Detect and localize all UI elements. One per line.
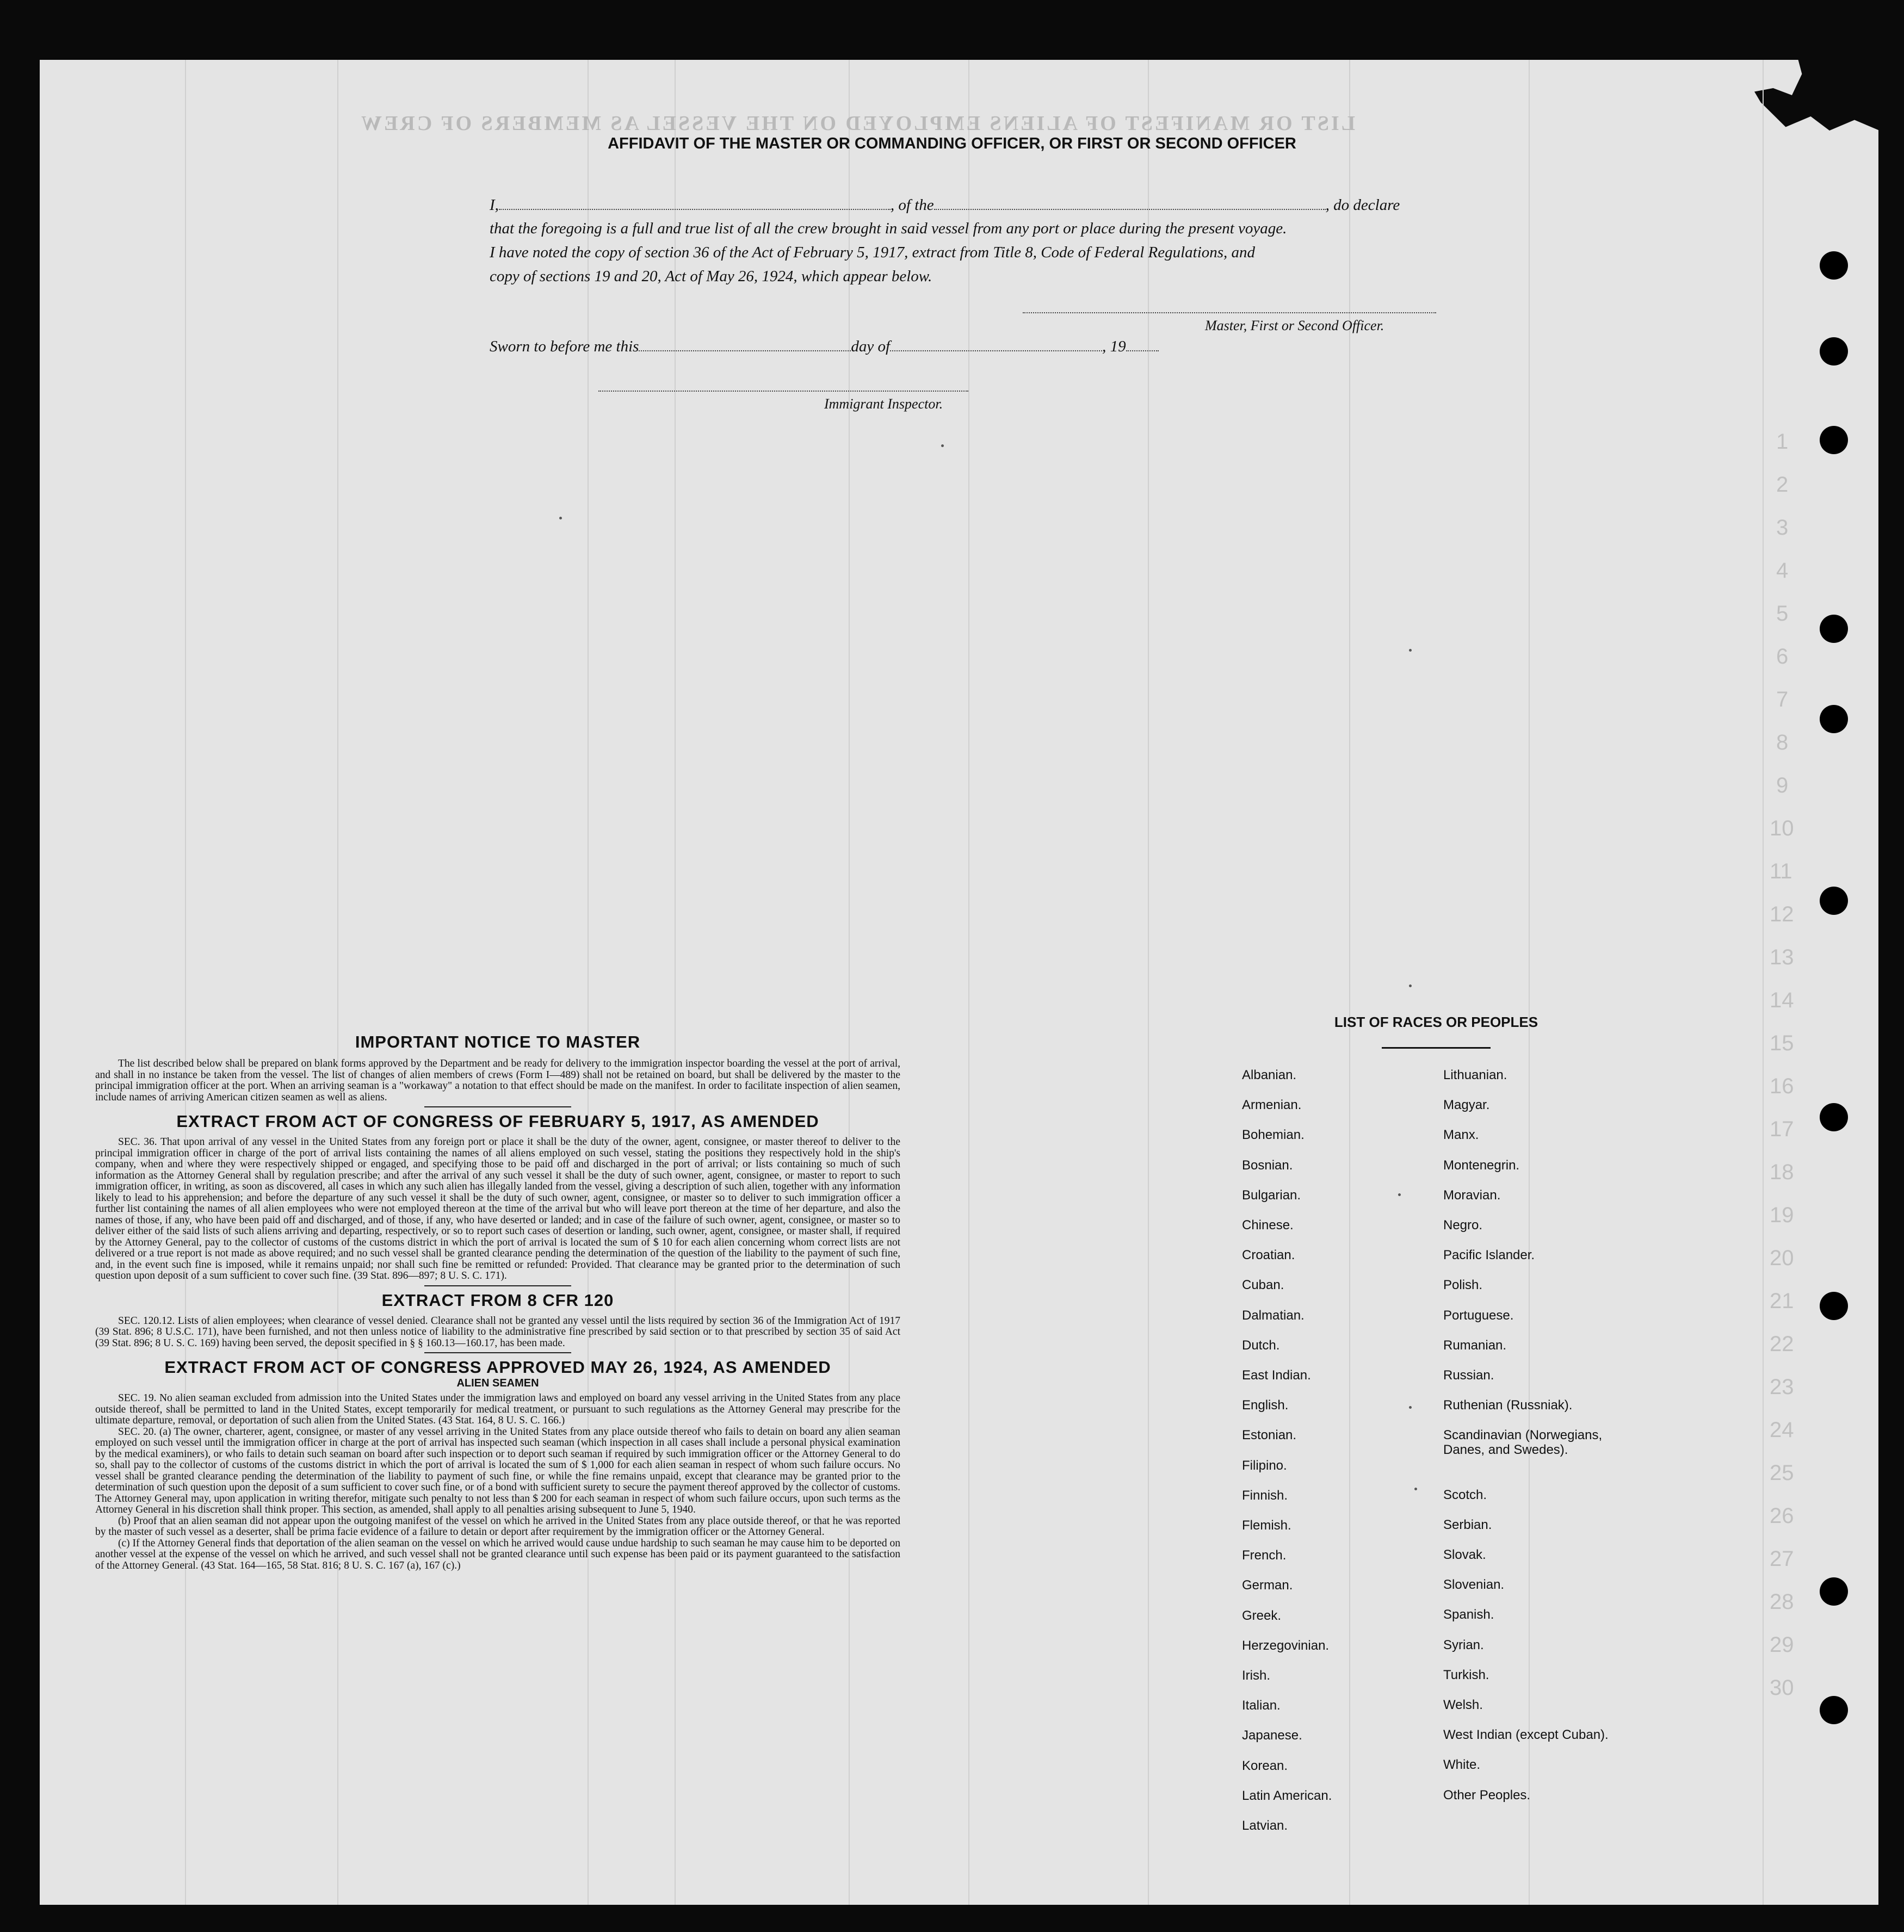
race-right-3: Montenegrin. [1443,1157,1520,1173]
ink-speck [1409,984,1412,987]
sworn-month-blank[interactable] [890,337,1102,351]
binder-hole [1820,337,1848,366]
bleed-row-number: 17 [1770,1117,1794,1141]
race-right-8: Portuguese. [1443,1308,1514,1323]
extract-1917-title: EXTRACT FROM ACT OF CONGRESS OF FEBRUARY 5, 1917, AS AMENDED [176,1112,819,1131]
sec-20a-text: SEC. 20. (a) The owner, charterer, agent, consignee, or master of any vessel arriving in the United States from any place outside thereof who fails to detain on board any alien seaman employed on such vessel until the immigration officer in charge at the port of arrival has inspected such seaman (which inspection in all cases shall include a personal physical examination by the medical examiners), or who fails to detain such seaman on board after such inspection or to deport such seaman if required by such immigration officer or the Attorney General to do so, shall pay to the collector of customs of the customs district in which the port of arrival is located the sum of $ 1,000 for each alien seaman in respect of whom such failure occurs. No vessel shall be granted clearance pending the determination of the liability to payment of such fine, or while the fine remains unpaid, except that clearance may be granted prior to the determination of such question upon the deposit of a sum sufficient to cover such fine, or of a bond with sufficient surety to secure the payment thereof approved by the collector of customs. The Attorney General may, upon application in writing therefor, mitigate such penalty to not less than $ 200 for each seaman in respect of whom such failure occurs, upon such terms as the Attorney General in his discretion shall think proper. This section, as amended, shall apply to all penalties arising subsequent to June 5, 1940. [95,1426,900,1515]
extract-1917-text: SEC. 36. That upon arrival of any vessel in the United States from any foreign port or place it shall be the duty of the owner, agent, consignee, or master thereof to deliver to the principal immigration officer in charge of the port of arrival lists containing the names of all aliens employed on such vessel, stating the positions they respectively hold in the ship's company, when and where they were respectively shipped or engaged, and specifying those to be paid off and discharged in the port of arrival; or lists containing so much of such information as the Attorney General shall by regulation prescribe; and after the arrival of any such vessel it shall be the duty of such owner, agent, consignee, or master to report to such immigration officer, in writing, as soon as discovered, all cases in which any such alien has illegally landed from the vessel, giving a description of such alien, together with any information likely to lead to his apprehension; and before the departure of any such vessel it shall be the duty of such owner, agent, consignee, or master so to deliver to such immigration officer a further list containing the names of all alien employees who were not employed thereon at the time of the arrival but who will leave port thereon at the time of her departure, and also the names of those, if any, who have been paid off and discharged, and of those, if any, who have deserted or landed; and in case of the failure of such owner, agent, consignee, or master so to deliver either of the said lists of such aliens arriving and departing, respectively, or so to report such cases of desertion or landing, such owner, agent, consignee, or master shall, if required by the Attorney General, pay to the collector of customs of the customs district in which the port of arrival is located the sum of $ 10 for each alien concerning whom correct lists are not delivered or a true report is not made as above required; and no such vessel shall be granted clearance pending the determination of the question of the liability to the payment of such fine, and, in the event such fine is imposed, while it remains unpaid; nor shall such fine be remitted or refunded: Provided. That clearance may be granted prior to the determination of such question upon deposit of a sum sufficient to cover such fine. (39 Stat. 896—897; 8 U. S. C. 171). [95,1136,900,1281]
bleed-through-header: LIST OR MANIFEST OF ALIENS EMPLOYED ON THE VESSEL AS MEMBERS OF CREW [359,112,1356,135]
extract-cfr-title: EXTRACT FROM 8 CFR 120 [381,1290,614,1310]
notice-text: The list described below shall be prepared on blank forms approved by the Department and be ready for delivery to the immigration inspector boarding the vessel at the port of arrival, and shall in no instance be taken from the vessel. The list of changes of alien members of crews (Form I—489) shall not be retained on board, but shall be delivered by the master to the principal immigration officer at the port. When an arriving seaman is a "workaway" a notation to that effect should be made on the manifest. In order to facilitate inspection of alien seamen, include names of arriving American citizen seamen as well as aliens. [95,1058,900,1103]
affidavit-of-label: , of the [890,196,934,214]
bleed-row-number: 19 [1770,1203,1794,1227]
bleed-column-line [1529,60,1530,1905]
extract-1924-subtitle: ALIEN SEAMEN [456,1377,539,1389]
race-right-4: Moravian. [1443,1187,1501,1203]
race-left-22: Japanese. [1242,1728,1302,1743]
binder-hole [1820,1577,1848,1606]
section-divider [424,1352,571,1353]
race-left-23: Korean. [1242,1758,1288,1773]
race-left-17: German. [1242,1578,1293,1593]
race-left-8: Dalmatian. [1242,1308,1305,1323]
extract-1924-title: EXTRACT FROM ACT OF CONGRESS APPROVED MAY 26, 1924, AS AMENDED [164,1358,831,1377]
bleed-row-number: 29 [1770,1633,1794,1657]
sworn-label: Sworn to before me this [490,338,639,355]
race-left-6: Croatian. [1242,1248,1295,1263]
races-divider [1382,1047,1491,1049]
race-left-16: French. [1242,1548,1287,1563]
ink-speck [1398,1193,1401,1196]
bleed-column-line [1349,60,1350,1905]
race-left-19: Herzegovinian. [1242,1638,1330,1653]
bleed-column-line [588,60,589,1905]
section-divider [424,1106,571,1107]
race-left-9: Dutch. [1242,1337,1280,1353]
race-left-1: Armenian. [1242,1098,1302,1113]
bleed-row-number: 27 [1770,1547,1794,1571]
affidavit-declare-label: , do declare [1325,196,1400,214]
binder-hole [1820,615,1848,643]
race-left-15: Flemish. [1242,1518,1291,1533]
bleed-row-number: 26 [1770,1504,1794,1528]
race-right-23: White. [1443,1757,1481,1773]
section-divider [424,1285,571,1286]
binder-hole [1820,1103,1848,1131]
bleed-column-line [1148,60,1149,1905]
race-left-4: Bulgarian. [1242,1187,1301,1203]
race-left-14: Finnish. [1242,1488,1288,1503]
bleed-column-line [337,60,338,1905]
race-right-12: Scandinavian (Norwegians, [1443,1428,1603,1443]
sec-20c-text: (c) If the Attorney General finds that deportation of the alien seaman on the vessel on which he arrived would cause undue hardship to such seaman he may cause him to be deported on another vessel at the expense of the vessel on which he arrived, and such vessel shall not be granted clearance until such expense has been paid or its payment guaranteed to the satisfaction of the Attorney General. (43 Stat. 164—165, 58 Stat. 816; 8 U. S. C. 167 (a), 167 (c).) [95,1537,900,1571]
bleed-row-number: 30 [1770,1676,1794,1700]
master-signature-line[interactable] [1023,312,1436,313]
sworn-year-blank[interactable] [1126,337,1159,351]
race-left-13: Filipino. [1242,1458,1287,1473]
bleed-column-line [1763,60,1764,1905]
binder-hole [1820,1292,1848,1320]
race-right-17: Slovenian. [1443,1577,1505,1593]
race-right-15: Serbian. [1443,1517,1492,1532]
bleed-row-number: 9 [1776,773,1789,797]
inspector-signature-line[interactable] [598,391,968,392]
binder-hole [1820,1696,1848,1724]
inspector-label: Immigrant Inspector. [824,396,943,412]
bleed-row-number: 11 [1770,859,1792,883]
binder-hole [1820,705,1848,733]
notice-title: IMPORTANT NOTICE TO MASTER [355,1032,641,1051]
bleed-row-number: 13 [1770,945,1794,969]
bleed-row-number: 14 [1770,988,1794,1012]
document-page [40,60,1878,1905]
race-right-9: Rumanian. [1443,1337,1507,1353]
extract-cfr-text: SEC. 120.12. Lists of alien employees; when clearance of vessel denied. Clearance shall not be granted any vessel until the lists required by section 36 of the Immigration Act of 1917 (39 Stat. 896; 8 U.S.C. 171), have been furnished, and not then unless notice of liability to the administrative fine prescribed by said section or to that prescribed by section 35 of said Act (39 Stat. 896; 8 U. S. C. 169) having been served, the deposit specified in § § 160.13—160.17, has been made. [95,1315,900,1349]
bleed-row-number: 6 [1776,645,1789,668]
race-right-1: Magyar. [1443,1098,1490,1113]
day-of-label: day of [851,338,891,355]
bleed-column-line [675,60,676,1905]
affidavit-line-3: I have noted the copy of section 36 of the Act of February 5, 1917, extract from Title 8, Code of Federal Regulations, and [490,244,1256,261]
race-right-22: West Indian (except Cuban). [1443,1727,1609,1743]
race-left-20: Irish. [1242,1668,1271,1683]
bleed-row-number: 15 [1770,1031,1794,1055]
ink-speck [1409,649,1412,652]
race-left-10: East Indian. [1242,1368,1311,1383]
race-left-5: Chinese. [1242,1218,1294,1233]
race-right-0: Lithuanian. [1443,1068,1507,1082]
bleed-row-number: 24 [1770,1418,1794,1442]
bleed-row-number: 1 [1776,430,1789,454]
bleed-row-number: 16 [1770,1074,1794,1098]
race-right-16: Slovak. [1443,1547,1486,1562]
race-left-11: English. [1242,1398,1289,1413]
race-right-5: Negro. [1443,1218,1483,1233]
sworn-line [490,337,1159,356]
race-right-21: Welsh. [1443,1698,1483,1712]
race-left-7: Cuban. [1242,1278,1284,1293]
master-label: Master, First or Second Officer. [1205,318,1384,333]
race-right-10: Russian. [1443,1368,1494,1383]
race-right-7: Polish. [1443,1278,1483,1293]
ink-speck [559,517,562,519]
race-left-25: Latvian. [1242,1818,1288,1833]
race-right-2: Manx. [1443,1128,1479,1143]
ink-speck [941,444,944,447]
race-left-12: Estonian. [1242,1428,1297,1443]
race-left-2: Bohemian. [1242,1128,1305,1143]
binder-hole [1820,251,1848,280]
affidavit-title: AFFIDAVIT OF THE MASTER OR COMMANDING OFFICER, OR FIRST OR SECOND OFFICER [608,135,1296,152]
race-left-18: Greek. [1242,1608,1282,1623]
bleed-row-number: 10 [1770,816,1794,840]
name-blank[interactable] [499,196,891,210]
sec-20b-text: (b) Proof that an alien seaman did not appear upon the outgoing manifest of the vessel on which he arrived in the United States from any place outside thereof, or that he was reported by the master of such vessel as a deserter, shall be prima facie evidence of a failure to detain or deport after requirement by the immigration officer or the Attorney General. [95,1515,900,1538]
race-left-0: Albanian. [1242,1068,1297,1082]
race-right-14: Scotch. [1443,1487,1487,1502]
bleed-row-number: 22 [1770,1332,1794,1356]
race-right-6: Pacific Islander. [1443,1248,1535,1263]
race-right-13: Danes, and Swedes). [1443,1442,1568,1458]
race-left-24: Latin American. [1242,1788,1332,1803]
races-title: LIST OF RACES OR PEOPLES [1334,1014,1538,1030]
affidavit-i-label: I, [490,196,499,214]
bleed-column-line [849,60,850,1905]
bleed-row-number: 12 [1770,902,1794,926]
sec-19-text: SEC. 19. No alien seaman excluded from admission into the United States under the immigration laws and employed on board any vessel arriving in the United States from any place outside thereof, shall be permitted to land in the United States, except temporarily for medical treatment, or pursuant to such regulations as the Attorney General may prescribe for the ultimate departure, removal, or deportation of such alien from the United States. (43 Stat. 164, 8 U. S. C. 166.) [95,1392,900,1426]
vessel-blank[interactable] [934,196,1326,210]
affidavit-line-1 [490,196,1400,214]
race-right-18: Spanish. [1443,1607,1494,1623]
bleed-column-line [968,60,969,1905]
race-right-19: Syrian. [1443,1637,1484,1652]
race-right-20: Turkish. [1443,1667,1489,1682]
bleed-row-number: 8 [1776,730,1789,754]
race-right-24: Other Peoples. [1443,1787,1531,1803]
bleed-row-number: 25 [1770,1461,1794,1485]
bleed-row-number: 5 [1776,602,1789,626]
race-right-11: Ruthenian (Russniak). [1443,1398,1573,1413]
year-label: , 19 [1102,338,1126,355]
affidavit-line-4: copy of sections 19 and 20, Act of May 26, 1924, which appear below. [490,268,932,285]
bleed-row-number: 23 [1770,1375,1794,1399]
ink-speck [1414,1488,1417,1490]
bleed-row-number: 2 [1776,473,1789,497]
bleed-row-number: 7 [1776,688,1789,711]
bleed-row-number: 4 [1776,559,1789,583]
affidavit-line-2: that the foregoing is a full and true list of all the crew brought in said vessel from any port or place during the present voyage. [490,220,1287,237]
bleed-row-number: 3 [1776,516,1789,540]
race-left-21: Italian. [1242,1698,1281,1713]
bleed-column-line [185,60,186,1905]
bleed-row-number: 21 [1770,1289,1794,1313]
bleed-row-number: 18 [1770,1160,1794,1184]
race-left-3: Bosnian. [1242,1157,1293,1173]
binder-hole [1820,887,1848,915]
ink-speck [1409,1406,1412,1409]
bleed-row-number: 20 [1770,1246,1794,1270]
sworn-day-blank[interactable] [639,337,851,351]
bleed-row-number: 28 [1770,1590,1794,1614]
binder-hole [1820,426,1848,454]
important-notice [95,1032,900,1571]
